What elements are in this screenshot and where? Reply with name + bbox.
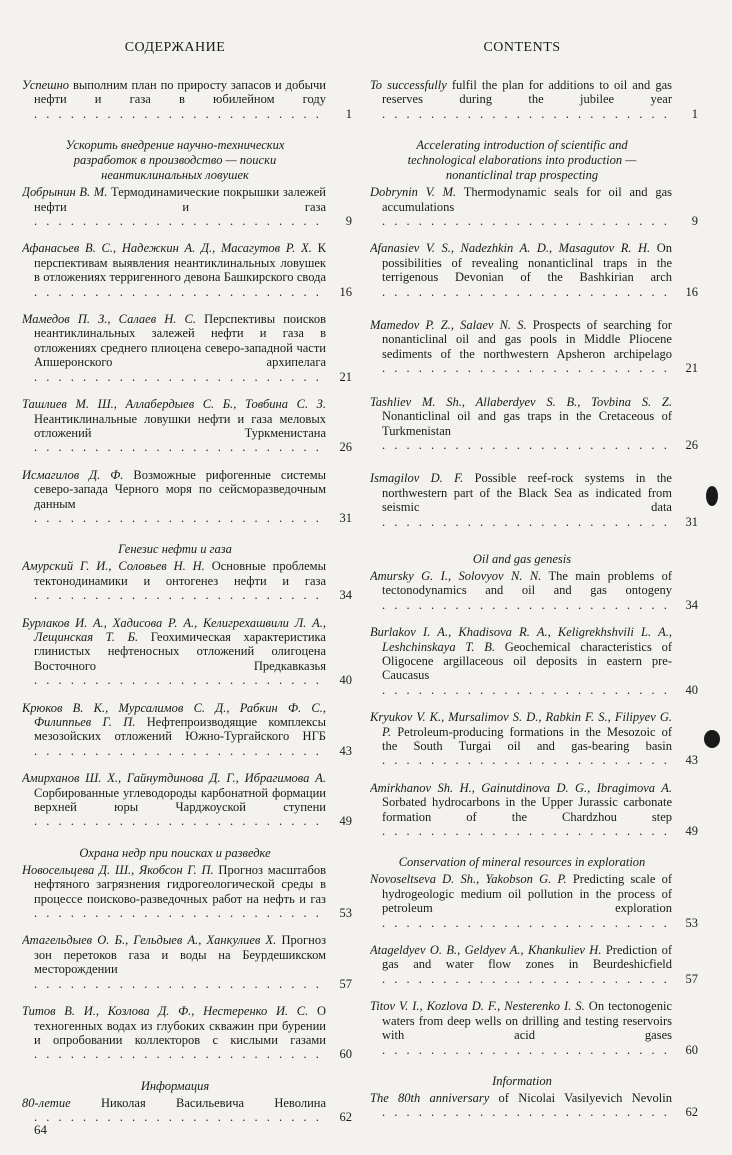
entry-title: Прогноз зон перетоков газа и воды на Беурдешикском месторождении [34,933,326,977]
entry-authors: Мамедов П. З., Салаев Н. С. [22,312,197,327]
entry-page-number: 16 [339,284,352,299]
entry-page-number: 62 [339,1110,352,1125]
entry-spacer [22,124,352,134]
entry-title: Possible reef-rock systems in the northwestern part of the Black Sea as indicated from seismic data [382,471,672,515]
entry-spacer [22,528,352,538]
entry-spacer [370,841,698,851]
toc-entry [22,241,352,299]
entry-spacer [22,1065,352,1075]
ink-blot-decoration [704,730,720,748]
entry-title: Сорбированные углеводороды карбонатной формации верхней юры Чарджоуской ступени [34,785,326,815]
toc-entry [370,943,698,986]
entry-title: fulfil the plan for additions to oil and gas reserves during the jubilee year [382,78,672,107]
entry-spacer [22,994,352,1004]
entry-title: Prospects of searching for nonanticlinal oil and gas pools in Middle Pliocene sediments of the northwestern Apsheron archipelago [382,318,672,361]
entry-title: Sorbated hydrocarbons in the Upper Jurassic carbonate formation of the Chardzhou step [382,795,672,824]
toc-entry [370,872,698,930]
entry-spacer [22,231,352,241]
entry-authors: Mamedov P. Z., Salaev N. S. [370,318,527,333]
entry-title: Возможные рифогенные системы северо-запада Черного моря по сейсморазведочным данным [34,467,326,511]
entry-page-number: 21 [685,361,698,376]
entry-page-number: 40 [339,673,352,688]
entry-authors: Kryukov V. K., Mursalimov S. D., Rabkin F. S., Filipyev G. P. [370,710,672,739]
entry-page-number: 1 [345,106,352,121]
toc-entry [22,701,352,759]
section-heading: Ускорить внедрение научно-технических разработок в производство — поиски неантиклинальных ловушек [65,138,285,183]
entry-title: Predicting scale of hydrogeologic medium oil pollution in the process of petroleum exploration [382,872,672,916]
toc-entry [22,616,352,688]
section-heading: Information [492,1073,552,1088]
column-title: СОДЕРЖАНИЕ [124,40,226,55]
entry-authors: Новосельцева Д. Ш., Якобсон Г. П. [22,862,214,877]
entry-authors: Исмагилов Д. Ф. [22,467,124,482]
entry-spacer [370,379,698,395]
page-number: 64 [34,1122,47,1137]
entry-spacer [22,302,352,312]
entry-page-number: 43 [339,743,352,758]
entry-page-number: 34 [685,597,698,612]
toc-entry [370,78,698,121]
entry-authors: Novoseltseva D. Sh., Yakobson G. P. [370,872,567,887]
entry-spacer [22,691,352,701]
section-heading: Conservation of mineral resources in exploration [398,855,646,870]
entry-title: Прогноз масштабов нефтяного загрязнения гидрогеологической среды в процессе поисково-разведочных работ на нефть и газ [34,862,326,906]
entry-page-number: 57 [685,971,698,986]
entry-page-number: 1 [691,106,698,121]
section-heading: Генезис нефти и газа [118,542,232,557]
entry-authors: Амирханов Ш. Х., Гайнутдинова Д. Г., Ибрагимова А. [22,771,326,786]
toc-entry [370,471,698,529]
toc-entry [22,933,352,991]
entry-title: Николая Васильевича Неволина [70,1095,326,1110]
entry-title: Geochemical characteristics of Oligocene argillaceous oil deposits in eastern pre-Caucasus [382,639,672,683]
entry-authors: Атагельдыев О. Б., Гельдыев А., Ханкулиев Х. [22,933,277,948]
entry-spacer [22,1128,352,1138]
entry-page-number: 49 [339,814,352,829]
entry-authors: Амурский Г. И., Соловьев Н. Н. [22,559,205,574]
toc-entry [370,1091,698,1120]
toc-entry [22,78,352,121]
entry-page-number: 16 [685,284,698,299]
toc-entry [22,185,352,228]
entry-title: Геохимическая характеристика глинистых нефтеносных отложений олигоцена Восточного Предкавказья [34,629,326,673]
entry-page-number: 9 [691,214,698,229]
entry-authors: Amursky G. I., Solovyov N. N. [370,568,542,583]
toc-entry [22,1004,352,1062]
entry-authors: Добрынин В. М. [22,185,108,200]
entry-spacer [370,231,698,241]
entry-authors: Крюков В. К., Мурсалимов С. Д., Рабкин Ф. С., Филиппьев Г. П. [22,700,326,729]
entry-authors: Amirkhanov Sh. H., Gainutdinova D. G., Ibragimova A. [370,780,672,795]
entry-authors: 80-летие [22,1095,71,1110]
entry-page-number: 26 [685,437,698,452]
section-heading: Информация [140,1078,210,1093]
entry-title: Термодинамические покрышки залежей нефти и газа [34,185,326,214]
entry-spacer [22,923,352,933]
entry-spacer [22,832,352,842]
entry-spacer [370,1060,698,1070]
entry-title: выполним план по приросту запасов и добычи нефти и газа в юбилейном году [34,78,326,107]
entry-page-number: 62 [685,1105,698,1120]
entry-authors: The 80th anniversary [370,1090,490,1105]
entry-authors: Бурлаков И. А., Хадисова Р. А., Келигрехашвили Л. А., Лещинская Т. Б. [22,615,326,644]
entry-page-number: 57 [339,976,352,991]
toc-entry [370,241,698,299]
entry-spacer [22,606,352,616]
entry-page-number: 53 [339,906,352,921]
toc-entry [22,559,352,602]
toc-entry [22,397,352,455]
toc-entry [370,710,698,768]
toc-entry [22,863,352,921]
entry-title: Нефтепроизводящие комплексы мезозойских отложений Южно-Тургайского НГБ [34,715,326,744]
entry-authors: Titov V. I., Kozlova D. F., Nesterenko I. S. [370,999,585,1014]
entry-authors: Афанасьев В. С., Надежкин А. Д., Масагутов Р. Х. [22,241,312,256]
entry-authors: Burlakov I. A., Khadisova R. A., Keligrekhshvili L. A., Leshchinskaya T. B. [370,625,672,654]
toc-entry [22,312,352,384]
entry-title: On tectonogenic waters from deep wells on drilling and testing reservoirs with acid gases [382,999,672,1043]
entry-title: Thermodynamic seals for oil and gas accumulations [382,185,672,214]
entry-title: Prediction of gas and water flow zones in Beurdeshicfield [382,943,672,972]
toc-entry [370,318,698,376]
entry-spacer [22,387,352,397]
contents-column-russian [22,40,352,1138]
entry-spacer [370,302,698,318]
entry-title: Nonanticlinal oil and gas traps in the Cretaceous of Turkmenistan [382,409,672,438]
entry-spacer [370,989,698,999]
entry-title: The main problems of tectonodynamics and oil and gas ontogeny [382,568,672,598]
entry-spacer [370,532,698,548]
entry-authors: Титов В. И., Козлова Д. Ф., Нестеренко И. С. [22,1004,309,1019]
entry-page-number: 21 [339,369,352,384]
entry-page-number: 60 [685,1042,698,1057]
entry-title: Перспективы поисков неантиклинальных залежей нефти и газа в отложениях среднего плиоцена северо-западной части Апшеронского архипелага [34,312,326,370]
toc-entry [370,185,698,228]
entry-page-number: 9 [345,214,352,229]
entry-title: Основные проблемы тектонодинамики и онтогенез нефти и газа [34,559,326,588]
entry-title: of Nicolai Vasilyevich Nevolin [489,1090,672,1105]
toc-entry [370,999,698,1057]
entry-page-number: 31 [339,510,352,525]
entry-title: On possibilities of revealing nonanticlinal traps in the terrigenous Devonian of the Bashkirian arch [382,241,672,285]
entry-authors: Dobrynin V. M. [370,185,457,200]
ink-blot-decoration [706,486,718,506]
entry-spacer [370,771,698,781]
entry-page-number: 40 [685,682,698,697]
entry-authors: Atageldyev O. B., Geldyev A., Khankuliev H. [370,943,602,958]
toc-entry [370,625,698,697]
column-title: CONTENTS [483,40,561,55]
entry-spacer [22,458,352,468]
entry-page-number: 60 [339,1047,352,1062]
section-heading: Охрана недр при поисках и разведке [79,845,271,860]
section-heading: Oil and gas genesis [472,551,572,566]
entry-page-number: 53 [685,915,698,930]
entry-spacer [370,124,698,134]
toc-entry [22,468,352,526]
entry-authors: Ismagilov D. F. [370,471,464,486]
entry-title: К перспективам выявления неантиклинальных ловушек в отложениях терригенного девона Башкирского свода [34,241,326,285]
entry-authors: Tashliev M. Sh., Allaberdyev S. B., Tovbina S. Z. [370,394,672,409]
toc-entry [370,395,698,453]
entry-list [370,78,698,1133]
entry-page-number: 26 [339,440,352,455]
entry-authors: To successfully [370,78,447,92]
entry-list [22,78,352,1138]
entry-title: О техногенных водах из глубоких скважин при бурении и опробовании коллекторов с кислыми газами [34,1004,326,1047]
entry-page-number: 43 [685,753,698,768]
entry-spacer [370,455,698,471]
entry-title: Petroleum-producing formations in the Mesozoic of the South Turgai oil and gas-bearing basin [382,724,672,753]
entry-authors: Ташлиев М. Ш., Аллабердыев С. Б., Товбина С. З. [22,397,326,412]
toc-entry [370,569,698,612]
contents-column-english [370,40,698,1133]
section-heading: Accelerating introduction of scientific and technological elaborations into production — nonanticlinal trap prospecting [407,138,637,183]
toc-entry [22,771,352,829]
entry-page-number: 49 [685,824,698,839]
entry-spacer [22,761,352,771]
entry-spacer [370,1123,698,1133]
entry-spacer [370,700,698,710]
entry-page-number: 31 [685,514,698,529]
toc-entry [370,781,698,839]
entry-spacer [370,933,698,943]
entry-title: Неантиклинальные ловушки нефти и газа меловых отложений Туркменистана [34,411,326,440]
entry-authors: Успешно [22,78,70,92]
toc-entry [22,1096,352,1125]
entry-page-number: 34 [339,588,352,603]
entry-spacer [370,615,698,625]
entry-authors: Afanasiev V. S., Nadezhkin A. D., Masagutov R. H. [370,241,651,256]
